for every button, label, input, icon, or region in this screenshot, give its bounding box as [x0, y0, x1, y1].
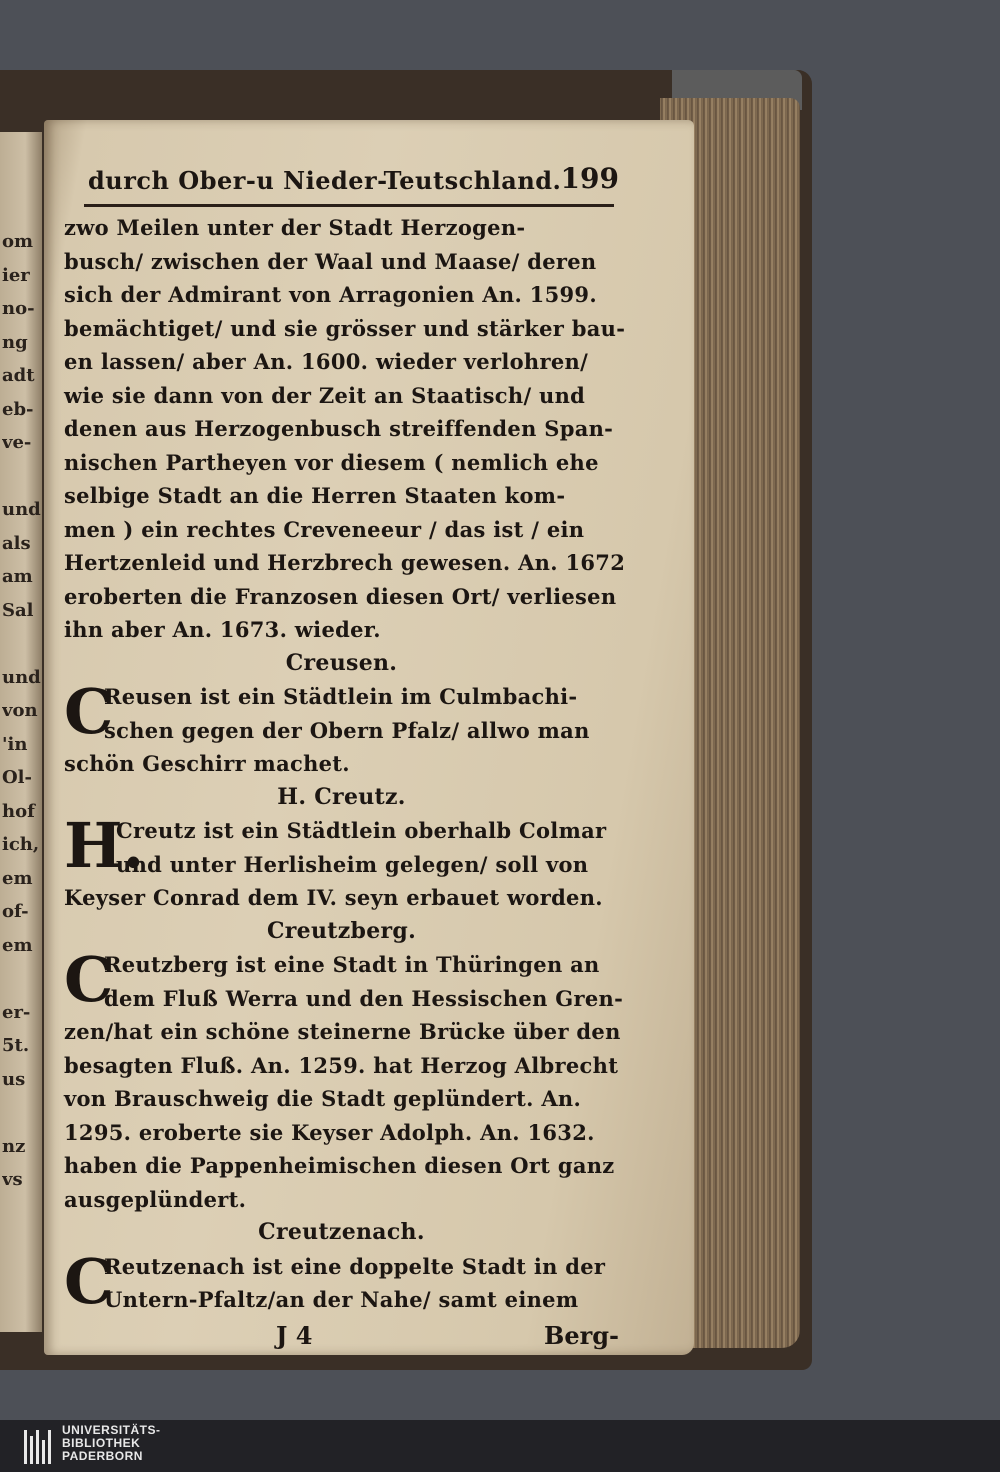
text-line: en lassen/ aber An. 1600. wieder verlohren/	[64, 349, 589, 374]
text-line: Keyser Conrad dem IV. seyn erbauet worden.	[64, 885, 603, 910]
left-page-fragment: hof	[2, 800, 35, 822]
text-line: Reusen ist ein Städtlein im Culmbachi-	[104, 684, 578, 709]
text-line: zen/hat ein schöne steinerne Brücke über den	[64, 1019, 621, 1044]
left-page-fragment: und	[2, 499, 41, 520]
left-page-fragment: am	[2, 566, 33, 587]
left-page-fragment: Sal	[2, 599, 34, 621]
text-line: Untern-Pfaltz/an der Nahe/ samt einem	[104, 1287, 579, 1312]
text-line: Reutzberg ist eine Stadt in Thüringen an	[104, 952, 600, 977]
text-line: besagten Fluß. An. 1259. hat Herzog Albrecht	[64, 1052, 619, 1078]
entry-creusen	[64, 675, 619, 748]
left-page-fragment: us	[2, 1068, 26, 1090]
text-line: ausgeplündert.	[64, 1186, 247, 1212]
text-line: wie sie dann von der Zeit an Staatisch/ und	[64, 382, 586, 408]
text-line: men ) ein rechtes Creveneeur / das ist / ein	[64, 516, 585, 542]
left-page-fragment: 5t.	[2, 1035, 30, 1056]
intro-paragraph	[64, 211, 626, 647]
library-name-line: BIBLIOTHEK	[62, 1436, 141, 1450]
left-page-fragment: em	[2, 934, 33, 956]
text-line: zwo Meilen unter der Stadt Herzogen-	[64, 215, 526, 240]
library-name	[62, 1424, 161, 1463]
right-page	[44, 120, 694, 1355]
drop-cap: C	[64, 943, 114, 1016]
text-line: sich der Admirant von Arragonien An. 1599.	[64, 282, 597, 307]
running-title: durch Ober-u Nieder-Teutschland.	[88, 166, 562, 195]
text-line: nischen Partheyen vor diesem ( nemlich ehe	[64, 449, 599, 475]
text-line: Hertzenleid und Herzbrech gewesen. An. 1672	[64, 550, 626, 575]
left-page-fragment: adt	[2, 365, 35, 386]
left-page-fragment: und	[2, 666, 41, 688]
text-line: schön Geschirr machet.	[64, 751, 350, 776]
text-line: selbige Stadt an die Herren Staaten kom-	[64, 483, 566, 508]
left-page-fragment: von	[2, 700, 38, 721]
left-page-fragment: ve-	[2, 432, 32, 453]
page-footer	[64, 1319, 619, 1353]
left-page-fragment: vs	[2, 1169, 23, 1190]
text-line: ihn aber An. 1673. wieder.	[64, 617, 381, 642]
text-line: busch/ zwischen der Waal und Maase/ deren	[64, 248, 597, 274]
text-line: eroberten die Franzosen diesen Ort/ verliesen	[64, 583, 617, 609]
page-header	[64, 160, 619, 204]
drop-cap: H.	[64, 809, 145, 882]
text-line: denen aus Herzogenbusch streiffenden Span-	[64, 416, 614, 441]
drop-cap: C	[64, 675, 114, 748]
header-rule	[84, 204, 614, 207]
library-footer-bar	[0, 1420, 1000, 1472]
library-name-line: PADERBORN	[62, 1449, 143, 1463]
left-page-fragment: ng	[2, 331, 28, 353]
left-page-fragment: als	[2, 532, 31, 554]
left-page-fragment: em	[2, 867, 33, 889]
text-line: schen gegen der Obern Pfalz/ allwo man	[104, 717, 590, 743]
left-page	[0, 132, 42, 1332]
entry-creutzenach	[64, 1244, 619, 1318]
text-line: 1295. eroberte sie Keyser Adolph. An. 1632.	[64, 1119, 595, 1145]
entry-creutzberg	[64, 943, 624, 1016]
text-line: und unter Herlisheim gelegen/ soll von	[116, 851, 589, 877]
text-line: Creutz ist ein Städtlein oberhalb Colmar	[116, 818, 607, 843]
text-line: dem Fluß Werra und den Hessischen Gren-	[104, 985, 624, 1011]
text-line: von Brauschweig die Stadt geplündert. An.	[64, 1086, 582, 1111]
left-page-fragment: 'in	[2, 733, 28, 755]
drop-cap: C	[64, 1244, 114, 1318]
left-page-fragment: ier	[2, 264, 30, 286]
text-line: Reutzenach ist eine doppelte Stadt in der	[104, 1253, 606, 1279]
left-page-fragment: of-	[2, 901, 29, 922]
left-page-fragment: Ol-	[2, 767, 32, 788]
library-logo-icon	[24, 1430, 54, 1464]
left-page-fragment: om	[2, 231, 34, 252]
text-line: bemächtiget/ und sie grösser und stärker bau-	[64, 315, 626, 341]
left-page-fragment: nz	[2, 1135, 26, 1157]
left-page-fragment: no-	[2, 298, 35, 319]
text-line: haben die Pappenheimischen diesen Ort ganz	[64, 1153, 615, 1178]
entry-heading: Creusen.	[285, 649, 398, 676]
entry-heading: Creutzberg.	[266, 917, 417, 944]
entry-heading: H. Creutz.	[277, 783, 406, 810]
page-text	[64, 160, 626, 1353]
entry-heading: Creutzenach.	[258, 1219, 425, 1245]
library-name-line: UNIVERSITÄTS-	[62, 1423, 161, 1437]
left-page-fragment: ich,	[2, 834, 40, 855]
left-page-fragment: er-	[2, 1001, 31, 1023]
left-page-fragment: eb-	[2, 398, 34, 420]
page-number: 199	[560, 162, 619, 195]
signature-mark: J 4	[276, 1320, 313, 1350]
entry-h-creutz	[64, 809, 619, 882]
catchword: Berg-	[544, 1320, 619, 1350]
